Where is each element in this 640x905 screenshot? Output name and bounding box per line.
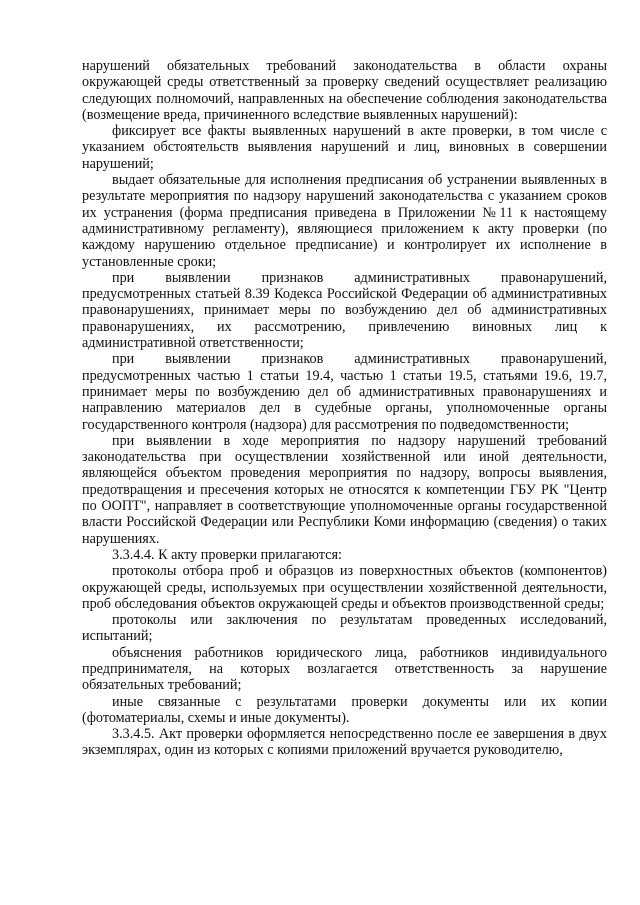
paragraph-3-3-4-5: 3.3.4.5. Акт проверки оформляется непосредственно после ее завершения в двух экземплярах, один из которых с копиями приложений вручается руководителю, <box>82 726 607 759</box>
paragraph-5: при выявлении признаков административных правонарушений, предусмотренных частью 1 статьи 19.4, частью 1 статьи 19.5, статьями 19.6, 19.7, принимает меры по возбуждению дел об административных правонарушениях и направлению материалов дел в судебные органы, уполномоченные органы государственного контроля (надзора) для рассмотрения по подведомственности; <box>82 351 607 433</box>
paragraph-6: при выявлении в ходе мероприятия по надзору нарушений требований законодательства при осуществлении хозяйственной или иной деятельности, являющейся объектом проведения мероприятия по надзору, вопросы выявления, предотвращения и пресечения которых не относятся к компетенции ГБУ РК "Центр по ООПТ", направляет в соответствующие уполномоченные органы государственной власти Российской Федерации или Республики Коми информацию (сведения) о таких нарушениях. <box>82 432 607 547</box>
document-page <box>82 58 607 759</box>
paragraph-2: фиксирует все факты выявленных нарушений в акте проверки, в том числе с указанием обстоятельств выявления нарушений и лиц, виновных в совершении нарушений; <box>82 123 607 172</box>
paragraph-10: объяснения работников юридического лица, работников индивидуального предпринимателя, на которых возлагается ответственность за нарушение обязательных требований; <box>82 644 607 694</box>
paragraph-4: при выявлении признаков административных правонарушений, предусмотренных статьей 8.39 Кодекса Российской Федерации об административных правонарушениях, принимает меры по возбуждению дел об административных правонарушениях, их рассмотрению, привлечению виновных лиц к административной ответственности; <box>82 269 607 352</box>
paragraph-3: выдает обязательные для исполнения предписания об устранении выявленных в результате мероприятия по надзору нарушений законодательства с указанием сроков их устранения (форма предписания приведена в Приложении №11 к настоящему административному регламенту), являющиеся приложением к акту проверки (по каждому нарушению отдельное предписание) и контролирует их исполнение в установленные сроки; <box>82 172 607 270</box>
paragraph-9: протоколы или заключения по результатам проведенных исследований, испытаний; <box>82 612 607 645</box>
paragraph-8: протоколы отбора проб и образцов из поверхностных объектов (компонентов) окружающей среды, используемых при осуществлении хозяйственной деятельности, проб обследования объектов окружающей среды и объектов производственной среды; <box>82 563 607 612</box>
paragraph-11: иные связанные с результатами проверки документы или их копии (фотоматериалы, схемы и иные документы). <box>82 693 607 726</box>
paragraph-1: нарушений обязательных требований законодательства в области охраны окружающей среды ответственный за проверку сведений осуществляет реализацию следующих полномочий, направленных на обеспечение соблюдения законодательства (возмещение вреда, причиненного вследствие выявленных нарушений): <box>82 58 607 123</box>
section-heading-3-3-4-4: 3.3.4.4. К акту проверки прилагаются: <box>112 546 342 563</box>
